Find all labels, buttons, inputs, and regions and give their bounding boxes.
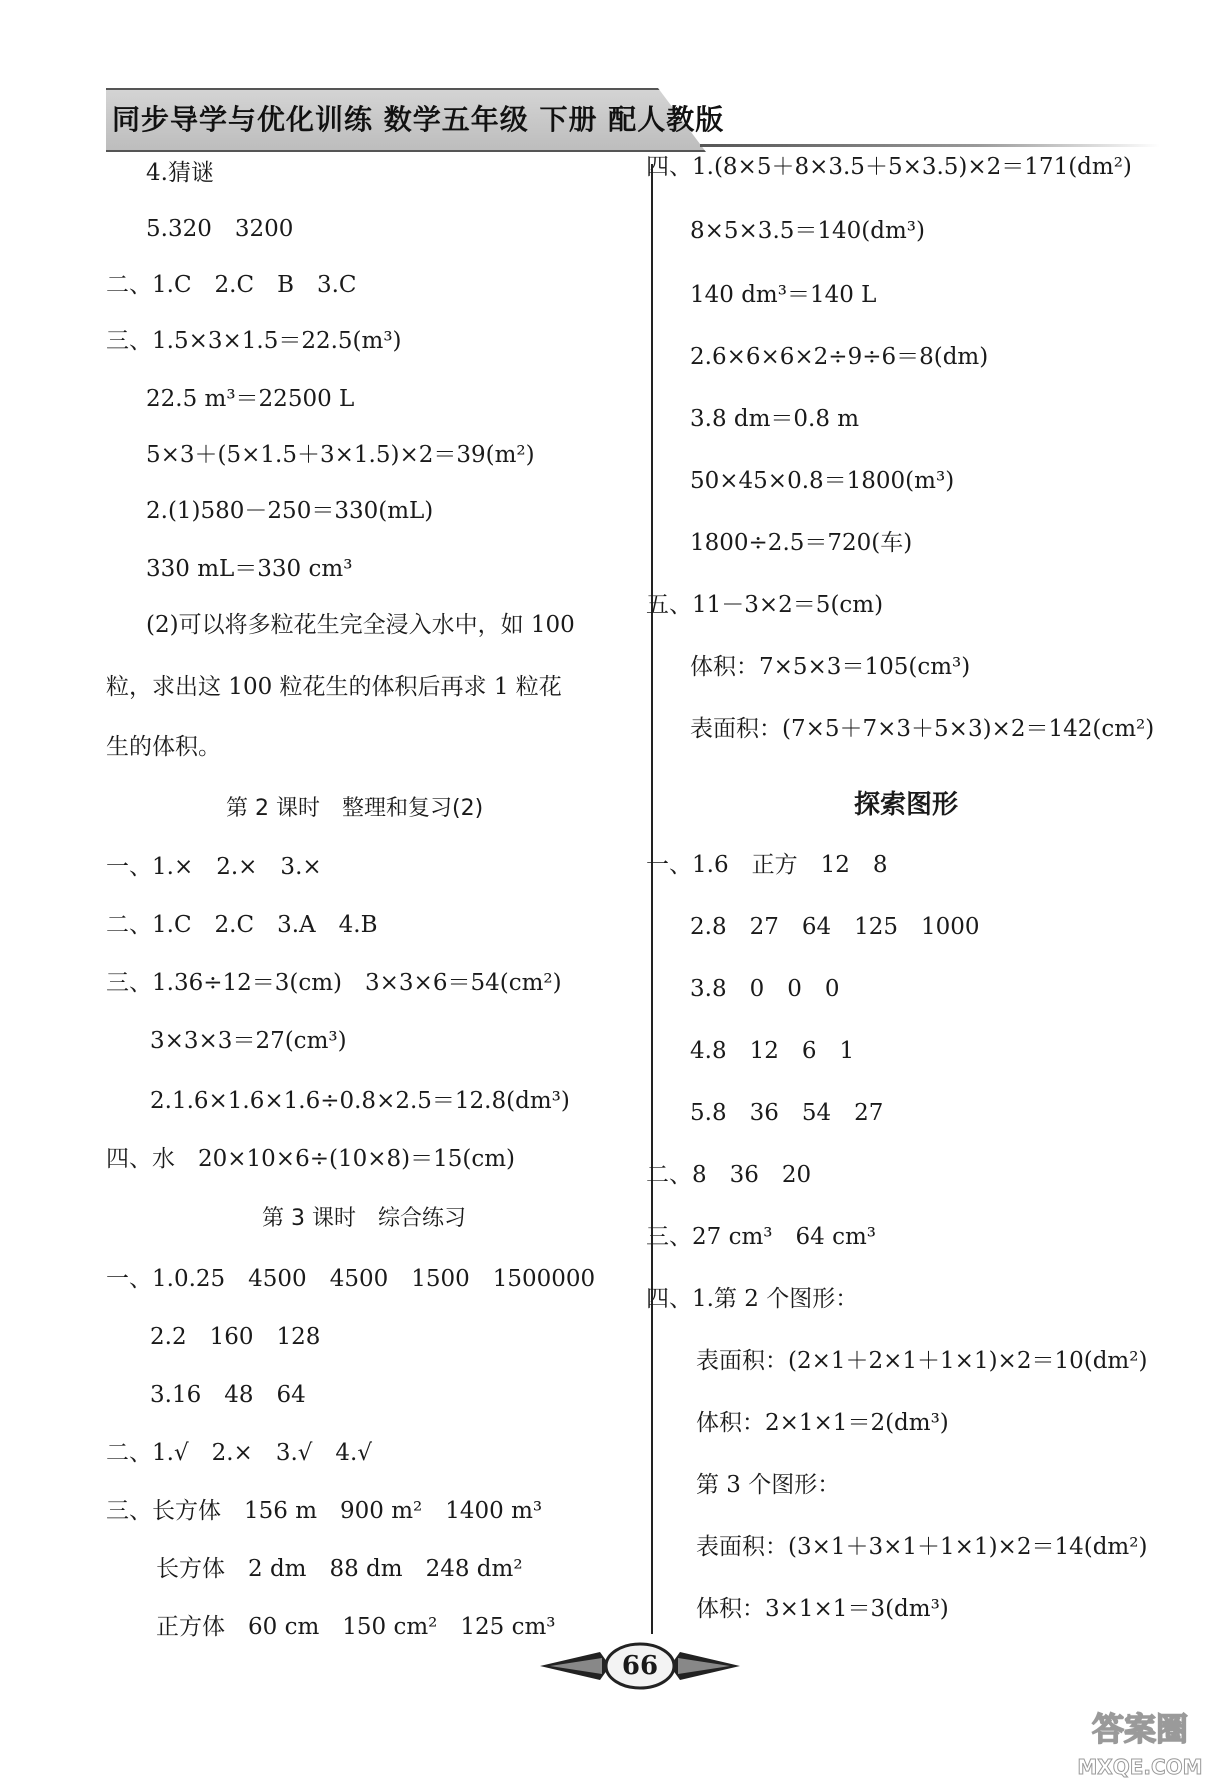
answer-line: 2.2 160 128 xyxy=(150,1324,321,1350)
answer-line: 表面积：(7×5＋7×3＋5×3)×2＝142(cm²) xyxy=(690,716,1155,742)
answer-line: 一、1.6 正方 12 8 xyxy=(646,852,888,878)
answer-line: 体积：7×5×3＝105(cm³) xyxy=(690,654,971,680)
answer-line: 四、1.第 2 个图形： xyxy=(646,1286,859,1312)
answer-line: 体积：2×1×1＝2(dm³) xyxy=(696,1410,949,1436)
answer-line: 3.8 dm＝0.8 m xyxy=(690,406,860,432)
page-number: 66 xyxy=(621,1651,659,1681)
answer-line: 2.8 27 64 125 1000 xyxy=(690,914,980,940)
section-title: 探索图形 xyxy=(854,790,959,820)
answer-line: 8×5×3.5＝140(dm³) xyxy=(690,218,925,244)
answer-line: 三、27 cm³ 64 cm³ xyxy=(646,1224,876,1250)
answer-line: 140 dm³＝140 L xyxy=(690,282,877,308)
answer-line: 50×45×0.8＝1800(m³) xyxy=(690,468,955,494)
answer-line: 4.猜谜 xyxy=(146,160,214,186)
answer-line: 二、1.C 2.C 3.A 4.B xyxy=(106,912,378,938)
answer-line: 22.5 m³＝22500 L xyxy=(146,386,355,412)
answer-line: 4.8 12 6 1 xyxy=(690,1038,855,1064)
answer-line: (2)可以将多粒花生完全浸入水中，如 100 xyxy=(146,612,575,638)
lesson-heading: 第 2 课时 整理和复习(2) xyxy=(226,796,484,821)
answer-line: 二、8 36 20 xyxy=(646,1162,812,1188)
answer-line: 生的体积。 xyxy=(106,734,221,760)
watermark-logo xyxy=(1070,1700,1210,1784)
answer-line: 三、长方体 156 m 900 m² 1400 m³ xyxy=(106,1498,543,1524)
answer-line: 330 mL＝330 cm³ xyxy=(146,556,353,582)
answer-line: 1800÷2.5＝720(车) xyxy=(690,530,913,556)
header-rule xyxy=(700,144,1160,147)
answer-line: 二、1.C 2.C B 3.C xyxy=(106,272,357,298)
answer-line: 三、1.36÷12＝3(cm) 3×3×6＝54(cm²) xyxy=(106,970,562,996)
answer-line: 表面积：(3×1＋3×1＋1×1)×2＝14(dm²) xyxy=(696,1534,1148,1560)
answer-line: 5.320 3200 xyxy=(146,216,294,242)
answer-line: 表面积：(2×1＋2×1＋1×1)×2＝10(dm²) xyxy=(696,1348,1148,1374)
book-title: 同步导学与优化训练 数学五年级 下册 配人教版 xyxy=(112,103,725,136)
answer-line: 二、1.√ 2.× 3.√ 4.√ xyxy=(106,1440,373,1466)
answer-line: 正方体 60 cm 150 cm² 125 cm³ xyxy=(156,1614,556,1640)
svg-text:MXQE.COM: MXQE.COM xyxy=(1077,1755,1203,1779)
answer-line: 3.8 0 0 0 xyxy=(690,976,840,1002)
answer-line: 粒，求出这 100 粒花生的体积后再求 1 粒花 xyxy=(106,674,562,700)
answer-line: 5×3＋(5×1.5＋3×1.5)×2＝39(m²) xyxy=(146,442,535,468)
answer-line: 四、1.(8×5＋8×3.5＋5×3.5)×2＝171(dm²) xyxy=(646,154,1132,180)
lesson-heading: 第 3 课时 综合练习 xyxy=(262,1206,466,1231)
answer-line: 第 3 个图形： xyxy=(696,1472,841,1498)
answer-line: 一、1.0.25 4500 4500 1500 1500000 xyxy=(106,1266,596,1292)
answer-line: 体积：3×1×1＝3(dm³) xyxy=(696,1596,949,1622)
answer-line: 三、1.5×3×1.5＝22.5(m³) xyxy=(106,328,402,354)
answer-line: 3.16 48 64 xyxy=(150,1382,306,1408)
answer-line: 2.1.6×1.6×1.6÷0.8×2.5＝12.8(dm³) xyxy=(150,1088,570,1114)
answer-line: 长方体 2 dm 88 dm 248 dm² xyxy=(156,1556,523,1582)
answer-line: 2.6×6×6×2÷9÷6＝8(dm) xyxy=(690,344,989,370)
answer-line: 5.8 36 54 27 xyxy=(690,1100,884,1126)
answer-line: 3×3×3＝27(cm³) xyxy=(150,1028,347,1054)
svg-text:答案圈: 答案圈 xyxy=(1091,1710,1189,1748)
answer-line: 五、11－3×2＝5(cm) xyxy=(646,592,884,618)
answer-line: 四、水 20×10×6÷(10×8)＝15(cm) xyxy=(106,1146,516,1172)
column-divider xyxy=(651,164,653,1634)
answer-line: 一、1.× 2.× 3.× xyxy=(106,854,322,880)
answer-line: 2.(1)580－250＝330(mL) xyxy=(146,498,434,524)
